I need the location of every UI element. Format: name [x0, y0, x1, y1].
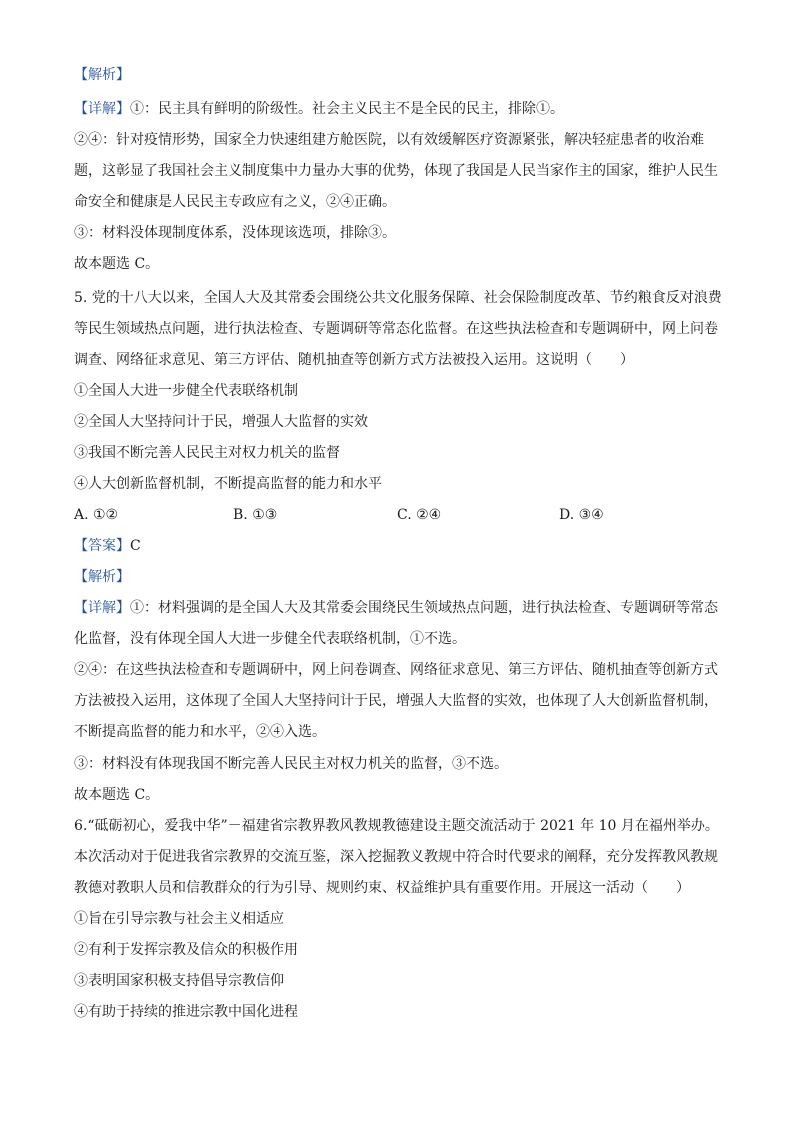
option-a: A. ①②: [74, 507, 119, 523]
detail-paragraph-line: 【详解】①：材料强调的是全国人大及其常委会围绕民生领域热点问题，进行执法检查、专题调研等常态: [74, 600, 718, 616]
detail-paragraph-line: 【详解】①：民主具有鲜明的阶级性。社会主义民主不是全民的民主，排除①。: [74, 101, 564, 117]
statement-item: ①全国人大进一步健全代表联络机制: [74, 383, 298, 399]
paragraph-line: 题，这彰显了我国社会主义制度集中力量办大事的优势，体现了我国是人民当家作主的国家，维护人民生: [74, 163, 718, 179]
statement-item: ①旨在引导宗教与社会主义相适应: [74, 911, 284, 927]
paragraph-line: ②④：针对疫情形势，国家全力快速组建方舱医院，以有效缓解医疗资源紧张，解决轻症患者的收治难: [74, 132, 704, 148]
statement-item: ②全国人大坚持问计于民，增强人大监督的实效: [74, 414, 368, 430]
paragraph-line: ②④：在这些执法检查和专题调研中，网上问卷调查、网络征求意见、第三方评估、随机抽查等创新方式: [74, 662, 718, 678]
conclusion-line: 故本题选 C。: [74, 787, 160, 803]
statement-item: ③我国不断完善人民民主对权力机关的监督: [74, 445, 340, 461]
statement-item: ③表明国家积极支持倡导宗教信仰: [74, 973, 284, 989]
statement-item: ④人大创新监督机制，不断提高监督的能力和水平: [74, 476, 382, 492]
analysis-heading: 【解析】: [74, 569, 130, 585]
question-6-stem: 6.“砥砺初心，爱我中华”－福建省宗教界教风教规教德建设主题交流活动于 2021 年 10 月在福州举办。: [74, 818, 719, 834]
paragraph-line: 不断提高监督的能力和水平，②④入选。: [74, 724, 326, 740]
paragraph-line: ③：材料没体现制度体系，没体现该选项，排除③。: [74, 225, 396, 241]
paragraph-line: 化监督，没有体现全国人大进一步健全代表联络机制，①不选。: [74, 631, 466, 647]
option-b: B. ①③: [233, 507, 278, 523]
statement-item: ④有助于持续的推进宗教中国化进程: [74, 1004, 298, 1020]
paragraph-line: 命安全和健康是人民民主专政应有之义，②④正确。: [74, 194, 396, 210]
question-5-stem: 5. 党的十八大以来，全国人大及其常委会围绕公共文化服务保障、社会保险制度改革、节约粮食反对浪费: [74, 290, 722, 306]
paragraph-line: 方法被投入运用，这体现了全国人大坚持问计于民，增强人大监督的实效，也体现了人大创新监督机制，: [74, 693, 718, 709]
question-5-stem: 等民生领域热点问题，进行执法检查、专题调研等常态化监督。在这些执法检查和专题调研中，网上问卷: [74, 321, 718, 337]
question-5-stem: 调查、网络征求意见、第三方评估、随机抽查等创新方式方法被投入运用。这说明（ ）: [74, 352, 634, 368]
option-c: C. ②④: [397, 507, 442, 523]
option-d: D. ③④: [559, 507, 604, 523]
paragraph-line: ③：材料没有体现我国不断完善人民民主对权力机关的监督，③不选。: [74, 756, 508, 772]
answer-line: 【答案】C: [74, 538, 141, 554]
statement-item: ②有利于发挥宗教及信众的积极作用: [74, 942, 298, 958]
question-6-stem: 本次活动对于促进我省宗教界的交流互鉴，深入挖掘教义教规中符合时代要求的阐释，充分发挥教风教规: [74, 849, 718, 865]
question-6-stem: 教德对教职人员和信教群众的行为引导、规则约束、权益维护具有重要作用。开展这一活动（ ）: [74, 880, 690, 896]
conclusion-line: 故本题选 C。: [74, 256, 160, 272]
question-5-options: [74, 506, 734, 524]
analysis-heading: 【解析】: [74, 67, 130, 83]
